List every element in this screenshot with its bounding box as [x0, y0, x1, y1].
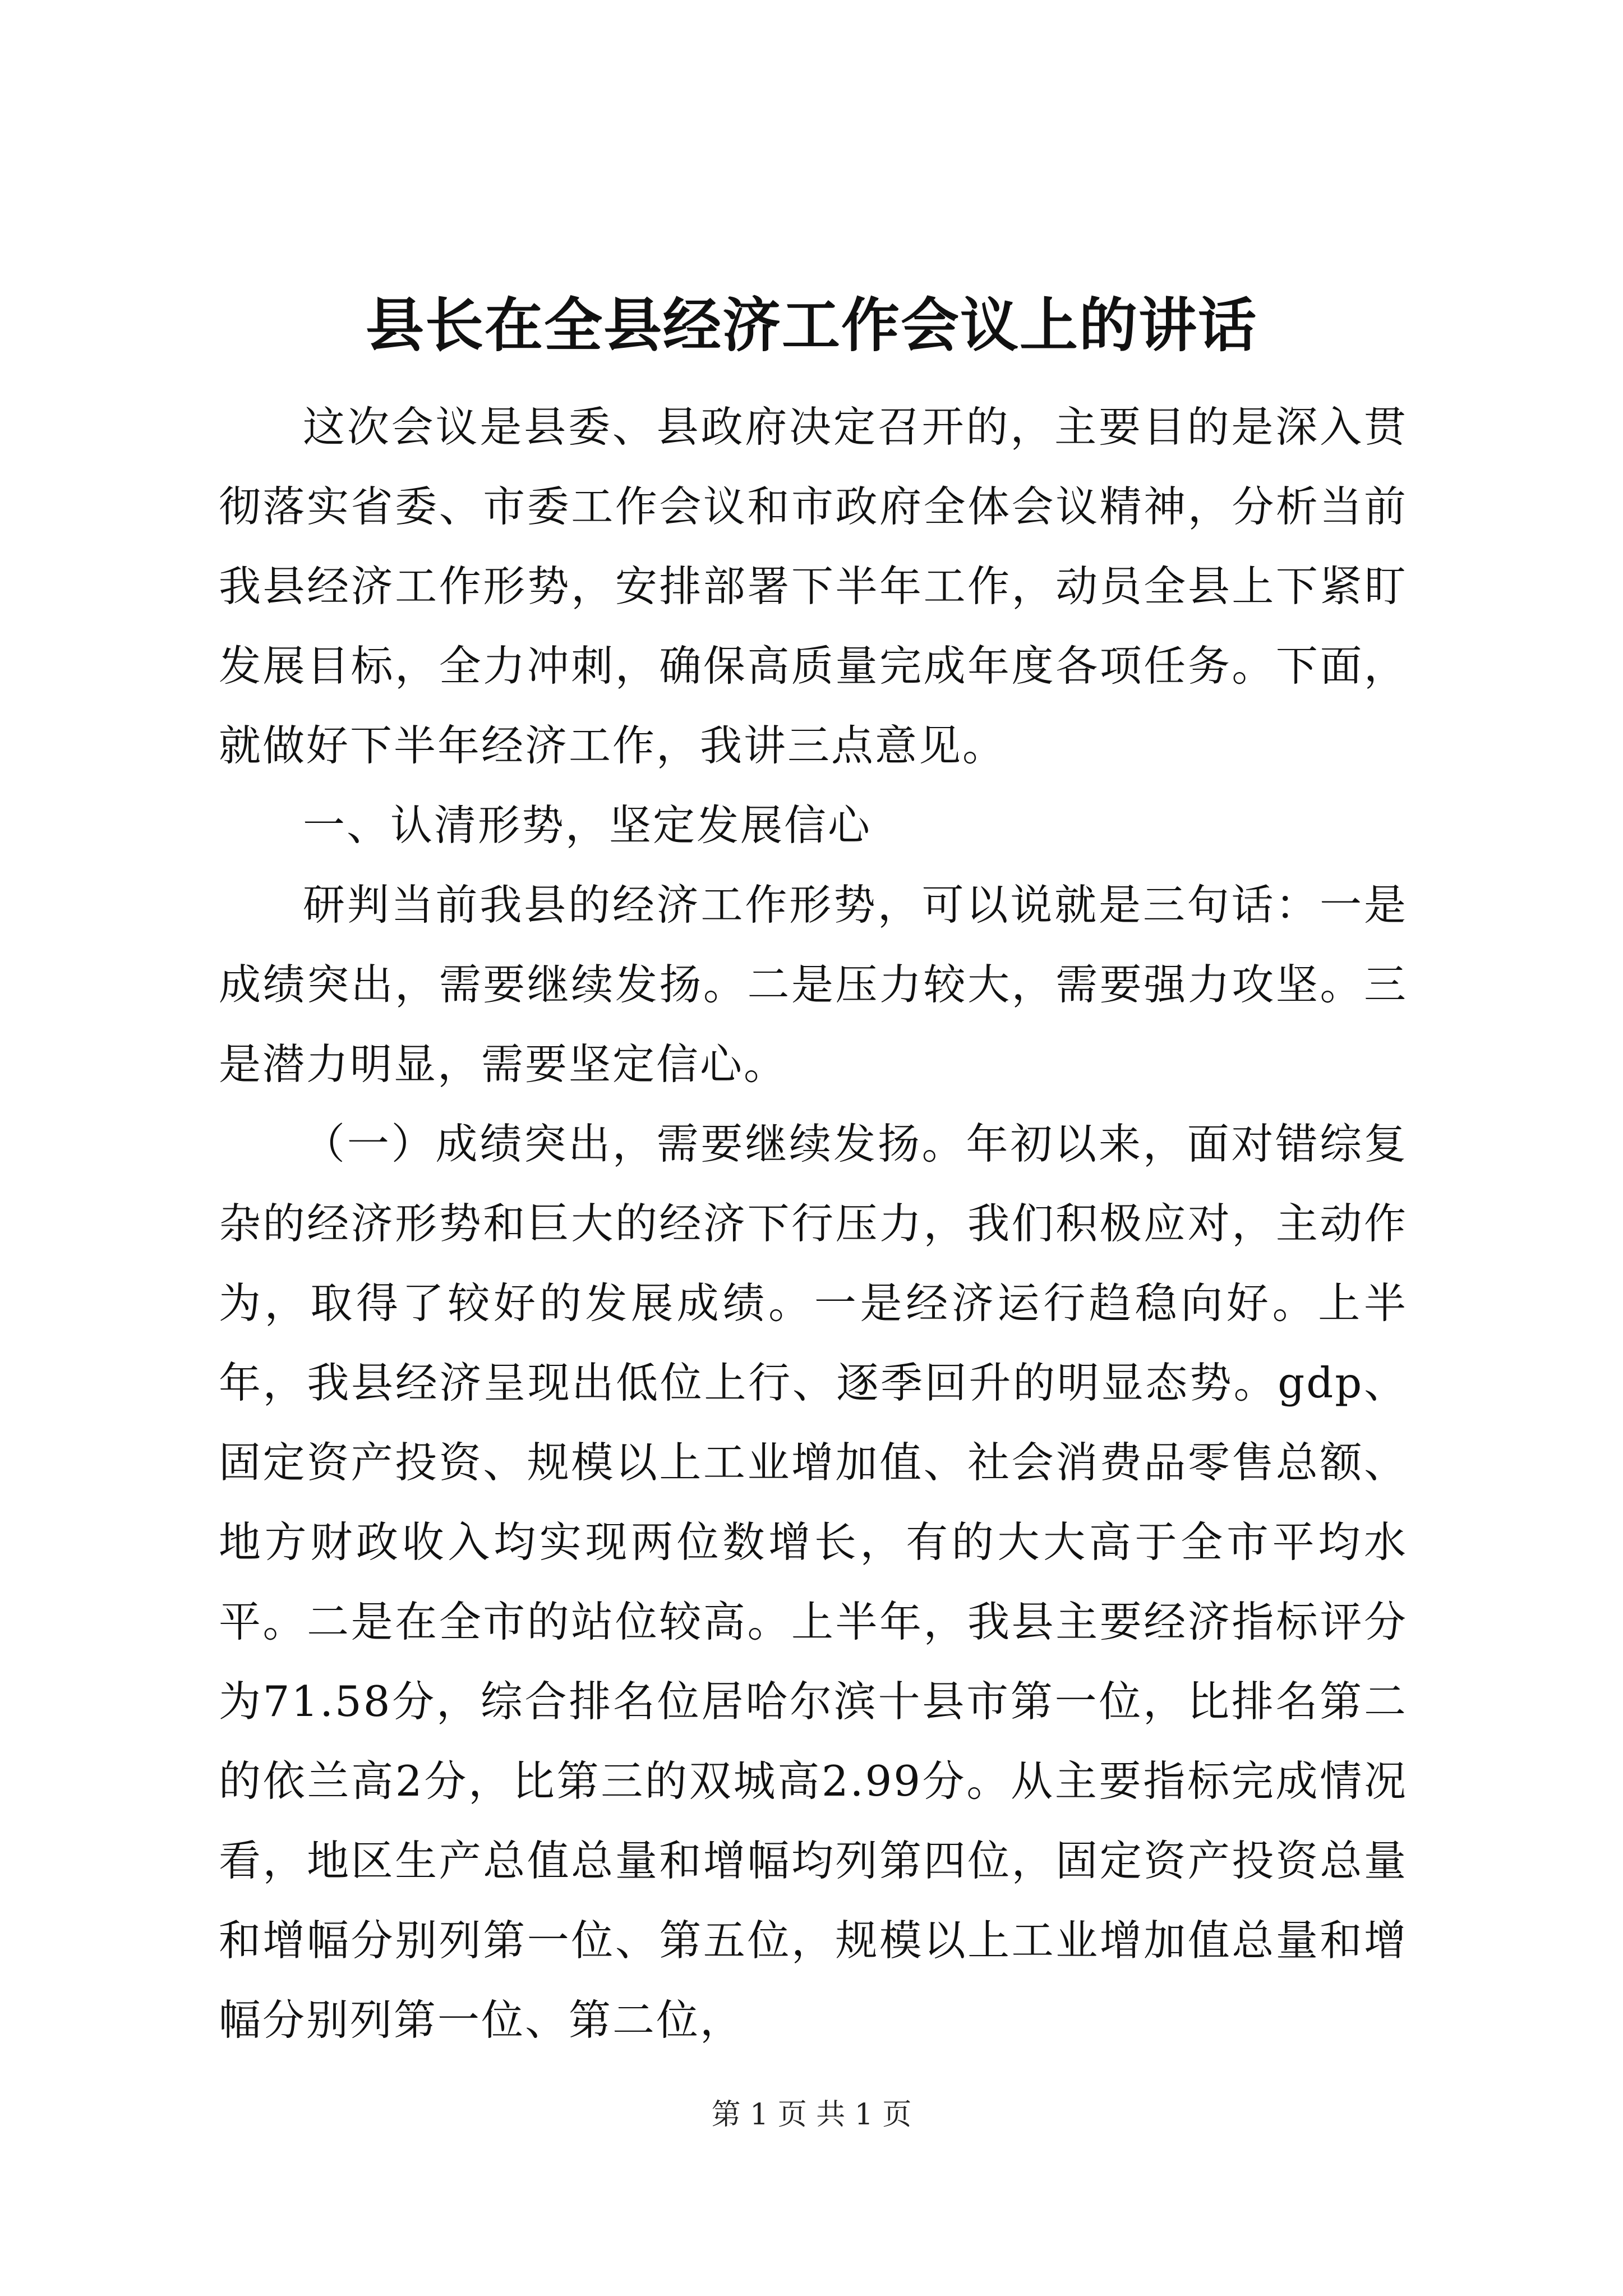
document-body	[219, 387, 1408, 2060]
section-heading-1: 一、认清形势，坚定发展信心	[303, 800, 872, 850]
document-title: 县长在全县经济工作会议上的讲话	[365, 291, 1257, 360]
paragraph-situation: 研判当前我县的经济工作形势，可以说就是三句话：一是成绩突出，需要继续发扬。二是压力较大，需要强力攻坚。三是潜力明显，需要坚定信心。	[219, 880, 1408, 1089]
page-footer: 第 1 页 共 1 页	[711, 2098, 912, 2132]
paragraph-achievements: （一）成绩突出，需要继续发扬。年初以来，面对错综复杂的经济形势和巨大的经济下行压力，我们积极应对，主动作为，取得了较好的发展成绩。一是经济运行趋稳向好。上半年，我县经济呈现出低位上行、逐季回升的明显态势。gdp、固定资产投资、规模以上工业增加值、社会消费品零售总额、地方财政收入均实现两位数增长，有的大大高于全市平均水平。二是在全市的站位较高。上半年，我县主要经济指标评分为71.58分，综合排名位居哈尔滨十县市第一位，比排名第二的依兰高2分，比第三的双城高2.99分。从主要指标完成情况看，地区生产总值总量和增幅均列第四位，固定资产投资总量和增幅分别列第一位、第五位，规模以上工业增加值总量和增幅分别列第一位、第二位，	[219, 1119, 1408, 2045]
paragraph-intro: 这次会议是县委、县政府决定召开的，主要目的是深入贯彻落实省委、市委工作会议和市政府全体会议精神，分析当前我县经济工作形势，安排部署下半年工作，动员全县上下紧盯发展目标，全力冲刺，确保高质量完成年度各项任务。下面，就做好下半年经济工作，我讲三点意见。	[219, 402, 1408, 770]
